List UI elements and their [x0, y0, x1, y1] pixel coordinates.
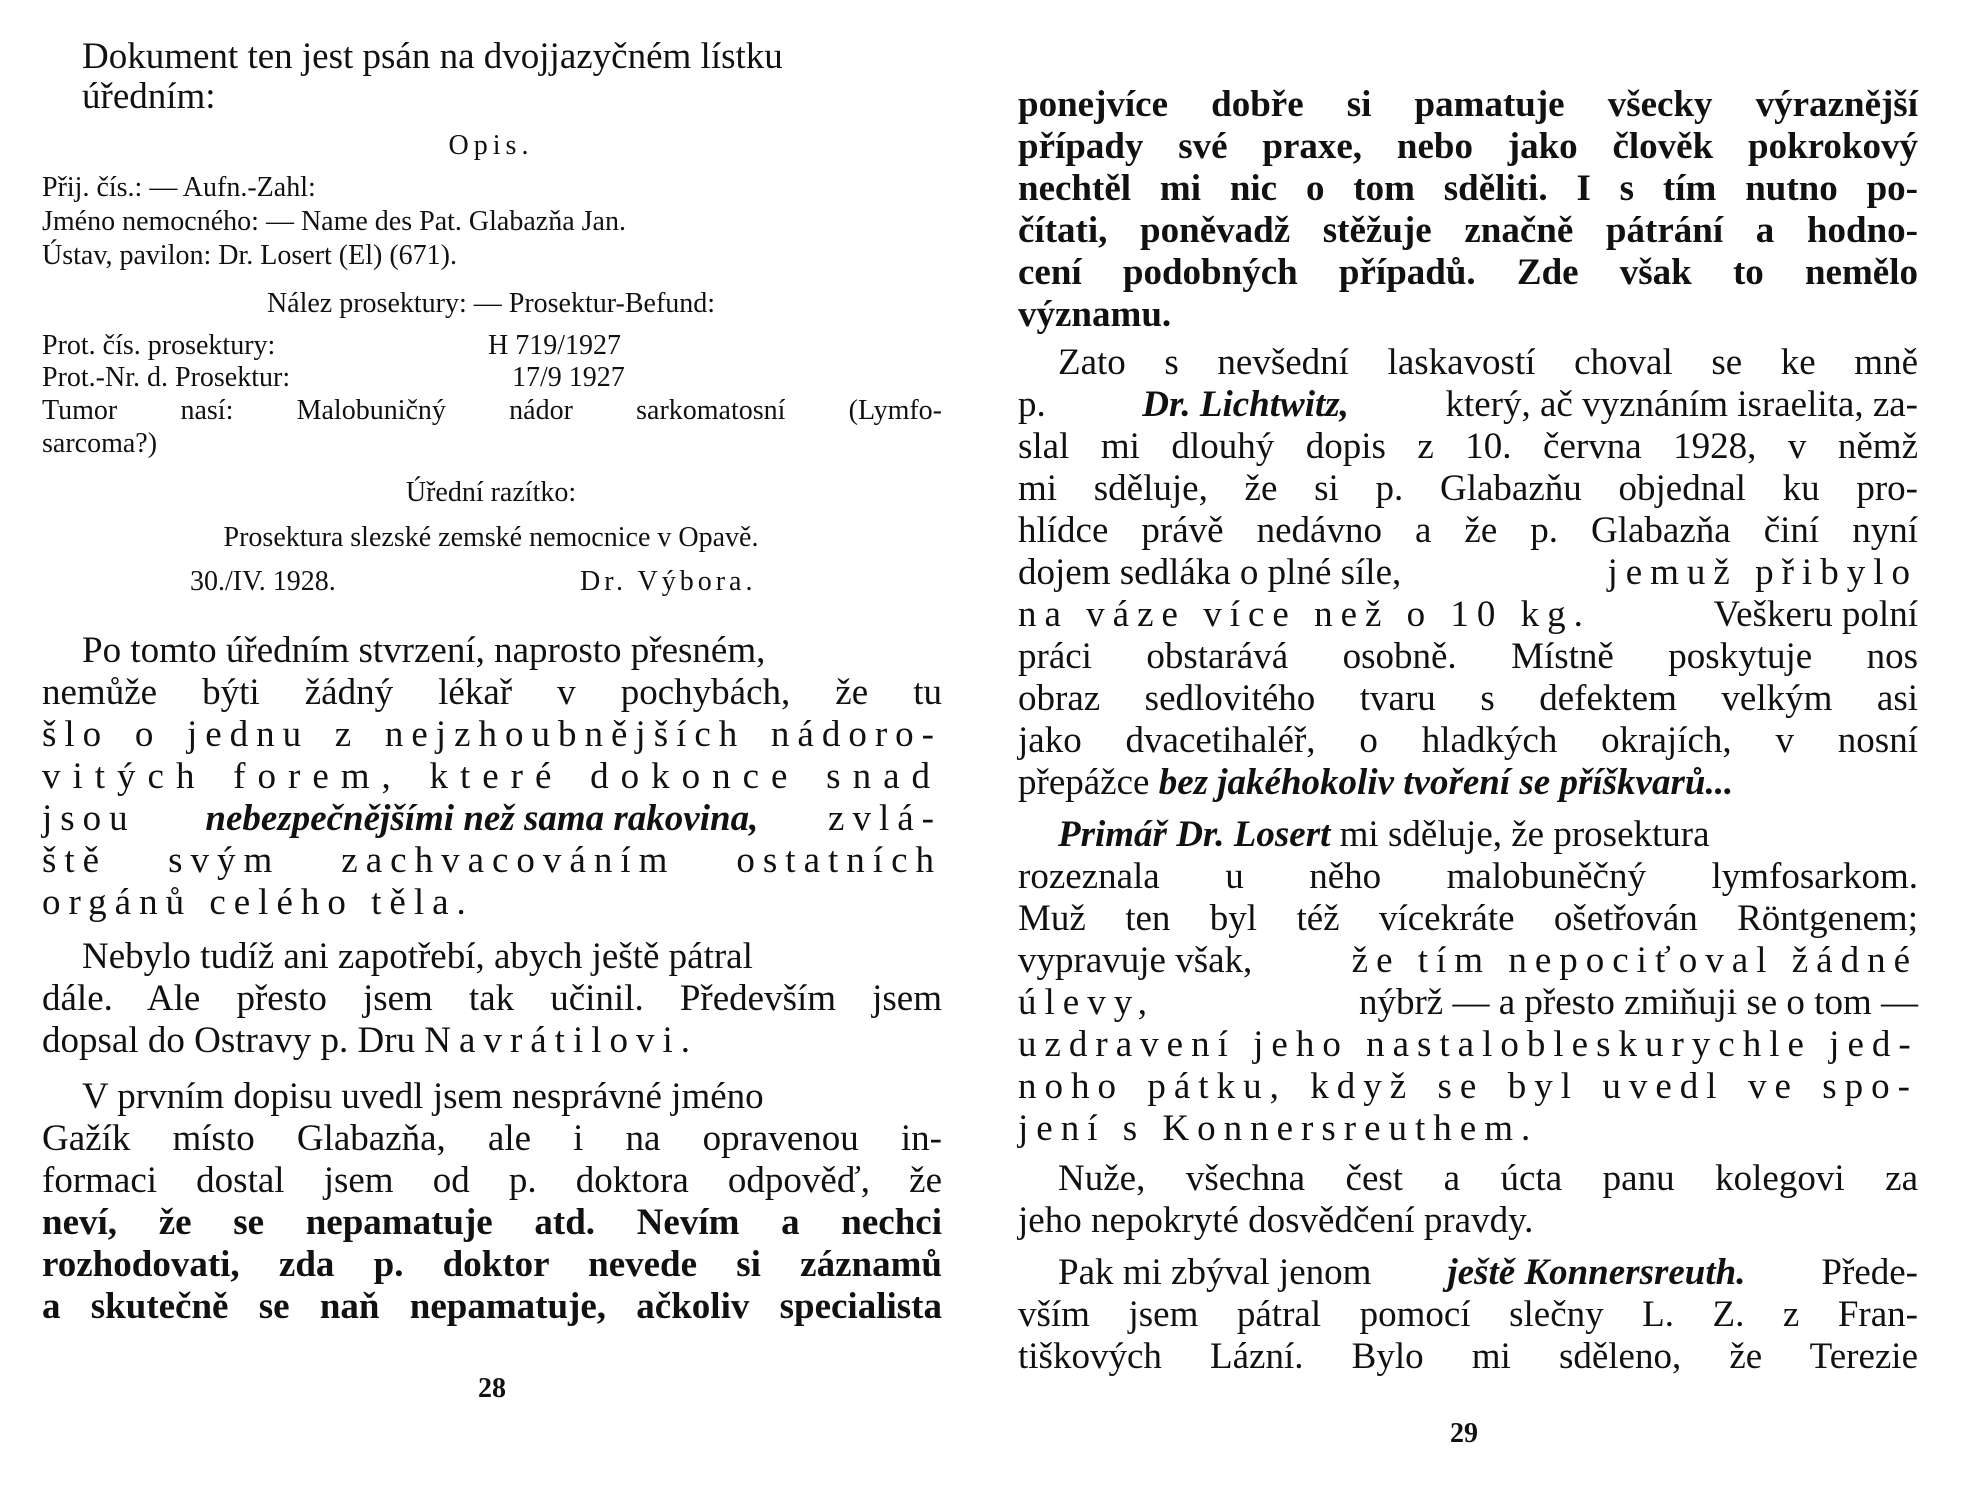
paragraph-line: rozeznala u něho malobuněčný lymfosarkom.	[1018, 856, 1918, 897]
paragraph-line: šlo o jednu z nejzhoubnějších nádoro-	[42, 714, 942, 755]
text-run: Veškeru polní	[1713, 594, 1918, 635]
text-run: mi sděluje, že prosektura	[1339, 814, 1710, 855]
paragraph-line: práci obstarává osobně. Místně poskytuje nos	[1018, 636, 1918, 677]
text-run: Přede-	[1821, 1252, 1918, 1293]
paragraph-line: čítati, poněvadž stěžuje značně pátrání a hodno-	[1018, 210, 1918, 251]
paragraph-line: ponejvíce dobře si pamatuje všecky výraznější	[1018, 84, 1918, 125]
spaced-emphasis: jemuž přibylo	[1607, 552, 1918, 593]
paragraph-line: obraz sedlovitého tvaru s defektem velkým asi	[1018, 678, 1918, 719]
paragraph-line: noho pátku, když se byl uvedl ve spo-	[1018, 1066, 1918, 1107]
paragraph-line	[1018, 596, 1918, 633]
paragraph-line: jako dvacetihaléř, o hladkých okrajích, v nosní	[1018, 720, 1918, 761]
emphasis-text: bez jakéhokoliv tvoření se příškvarů...	[1158, 762, 1734, 803]
table-value: 17/9 1927	[512, 362, 625, 393]
paragraph-line	[1018, 386, 1918, 423]
paragraph-line: případy své praxe, nebo jako člověk pokrokový	[1018, 126, 1918, 167]
paragraph-line	[42, 800, 942, 837]
document-copy-title: Opis.	[448, 130, 534, 161]
spaced-emphasis: bleskurychle jed-	[1526, 1024, 1919, 1065]
emphasis-text: Dr. Lichtwitz,	[1142, 384, 1349, 425]
paragraph-line: Gažík místo Glabazňa, ale i na opravenou in-	[42, 1118, 942, 1159]
document-line: Přij. čís.: — Aufn.-Zahl:	[42, 172, 316, 203]
right-page	[982, 0, 1964, 1500]
findings-title: Nález prosektury: — Prosektur-Befund:	[266, 288, 716, 319]
paragraph-line: a skutečně se naň nepamatuje, ačkoliv specialista	[42, 1286, 942, 1327]
stamp-title: Úřední razítko:	[405, 477, 577, 508]
table-label: Prot.-Nr. d. Prosektur:	[42, 362, 291, 393]
paragraph-line: Nuže, všechna čest a úcta panu kolegovi za	[1058, 1158, 1918, 1199]
document-line: Ústav, pavilon: Dr. Losert (El) (671).	[42, 240, 457, 271]
tumor-line-1: Tumor nasí: Malobuničný nádor sarkomatosní (Lymfo-	[42, 395, 942, 426]
paragraph-line: Zato s nevšední laskavostí choval se ke mně	[1058, 342, 1918, 383]
paragraph-line: tiškových Lázní. Bylo mi sděleno, že Terezie	[1018, 1336, 1918, 1377]
paragraph-line: vším jsem pátral pomocí slečny L. Z. z Fran-	[1018, 1294, 1918, 1335]
text-run: p.	[1018, 384, 1046, 425]
text-run: přepážce	[1018, 762, 1150, 803]
paragraph-line: nemůže býti žádný lékař v pochybách, že tu	[42, 672, 942, 713]
text-run: který, ač vyznáním israelita, za-	[1445, 384, 1918, 425]
paragraph-line: cení podobných případů. Zde však to nemělo	[1018, 252, 1918, 293]
text-run: Pak mi zbýval jenom	[1058, 1252, 1372, 1293]
paragraph-line: dále. Ale přesto jsem tak učinil. Především jsem	[42, 978, 942, 1019]
paragraph-line: jení s Konnersreuthem.	[1018, 1108, 1539, 1149]
paragraph-line: ště svým zachvacováním ostatních	[42, 840, 942, 881]
spaced-emphasis: na váze více než o 10 kg.	[1018, 594, 1591, 635]
stamp-signature: Dr. Výbora.	[580, 566, 757, 597]
text-run: dojem sedláka o plné síle,	[1018, 552, 1402, 593]
paragraph-line	[1058, 1254, 1918, 1291]
stamp-date: 30./IV. 1928.	[190, 566, 336, 597]
spaced-emphasis: úlevy,	[1018, 982, 1156, 1023]
document-line: Jméno nemocného: — Name des Pat. Glabazňa Jan.	[42, 206, 626, 237]
table-label: Prot. čís. prosektury:	[42, 330, 276, 361]
paragraph-line: slal mi dlouhý dopis z 10. června 1928, v němž	[1018, 426, 1918, 467]
table-value: H 719/1927	[488, 330, 621, 361]
paragraph-line: hlídce právě nedávno a že p. Glabazňa činí nyní	[1018, 510, 1918, 551]
paragraph-line: vitých forem, které dokonce snad	[42, 756, 942, 797]
intro-line-1: Dokument ten jest psán na dvojjazyčném lístku	[82, 36, 783, 77]
paragraph-line: mi sděluje, že si p. Glabazňu objednal ku pro-	[1018, 468, 1918, 509]
stamp-text: Prosektura slezské zemské nemocnice v Opavě.	[223, 522, 759, 553]
paragraph-line: V prvním dopisu uvedl jsem nesprávné jméno	[82, 1076, 764, 1117]
emphasis-text: Primář Dr. Losert	[1058, 814, 1331, 855]
paragraph-line: rozhodovati, zda p. doktor nevede si záznamů	[42, 1244, 942, 1285]
paragraph-line	[1058, 816, 1918, 853]
paragraph-line: Po tomto úředním stvrzení, naprosto přesném,	[82, 630, 766, 671]
emphasis-text: nebezpečnějšími než sama rakovina,	[205, 798, 759, 839]
paragraph-line	[1018, 554, 1918, 591]
paragraph-line	[1018, 764, 1733, 801]
page-number: 28	[478, 1373, 506, 1404]
text-run: zvlá-	[828, 798, 942, 839]
intro-line-2: úředním:	[82, 76, 216, 117]
text-run: dopsal do Ostravy p. Dru	[42, 1020, 416, 1061]
emphasis-text: ještě Konnersreuth.	[1447, 1252, 1746, 1293]
spaced-emphasis: že tím nepociťoval žádné	[1351, 940, 1918, 981]
text-run: vypravuje však,	[1018, 940, 1253, 981]
paragraph-line: významu.	[1018, 294, 1172, 335]
paragraph-line: jeho nepokryté dosvědčení pravdy.	[1018, 1200, 1534, 1241]
text-run: nýbrž — a přesto zmiňuji se o tom —	[1358, 982, 1918, 1023]
paragraph-line	[1018, 942, 1918, 979]
paragraph-line: nechtěl mi nic o tom sděliti. I s tím nutno po-	[1018, 168, 1918, 209]
name-spaced: Navrátilovi.	[424, 1020, 699, 1061]
paragraph-line	[1018, 1026, 1918, 1063]
paragraph-line: formaci dostal jsem od p. doktora odpověď, že	[42, 1160, 942, 1201]
text-run: jsou	[42, 798, 136, 839]
paragraph-line: Muž ten byl též vícekráte ošetřován Röntgenem;	[1018, 898, 1918, 939]
page-number: 29	[1450, 1418, 1478, 1449]
paragraph-line: orgánů celého těla.	[42, 882, 474, 923]
spaced-emphasis: uzdravení jeho nastalo	[1018, 1024, 1527, 1065]
tumor-line-2: sarcoma?)	[42, 428, 158, 459]
paragraph-line	[1018, 984, 1918, 1021]
paragraph-line: neví, že se nepamatuje atd. Nevím a nechci	[42, 1202, 942, 1243]
paragraph-line	[42, 1022, 698, 1059]
paragraph-line: Nebylo tudíž ani zapotřebí, abych ještě pátral	[82, 936, 753, 977]
